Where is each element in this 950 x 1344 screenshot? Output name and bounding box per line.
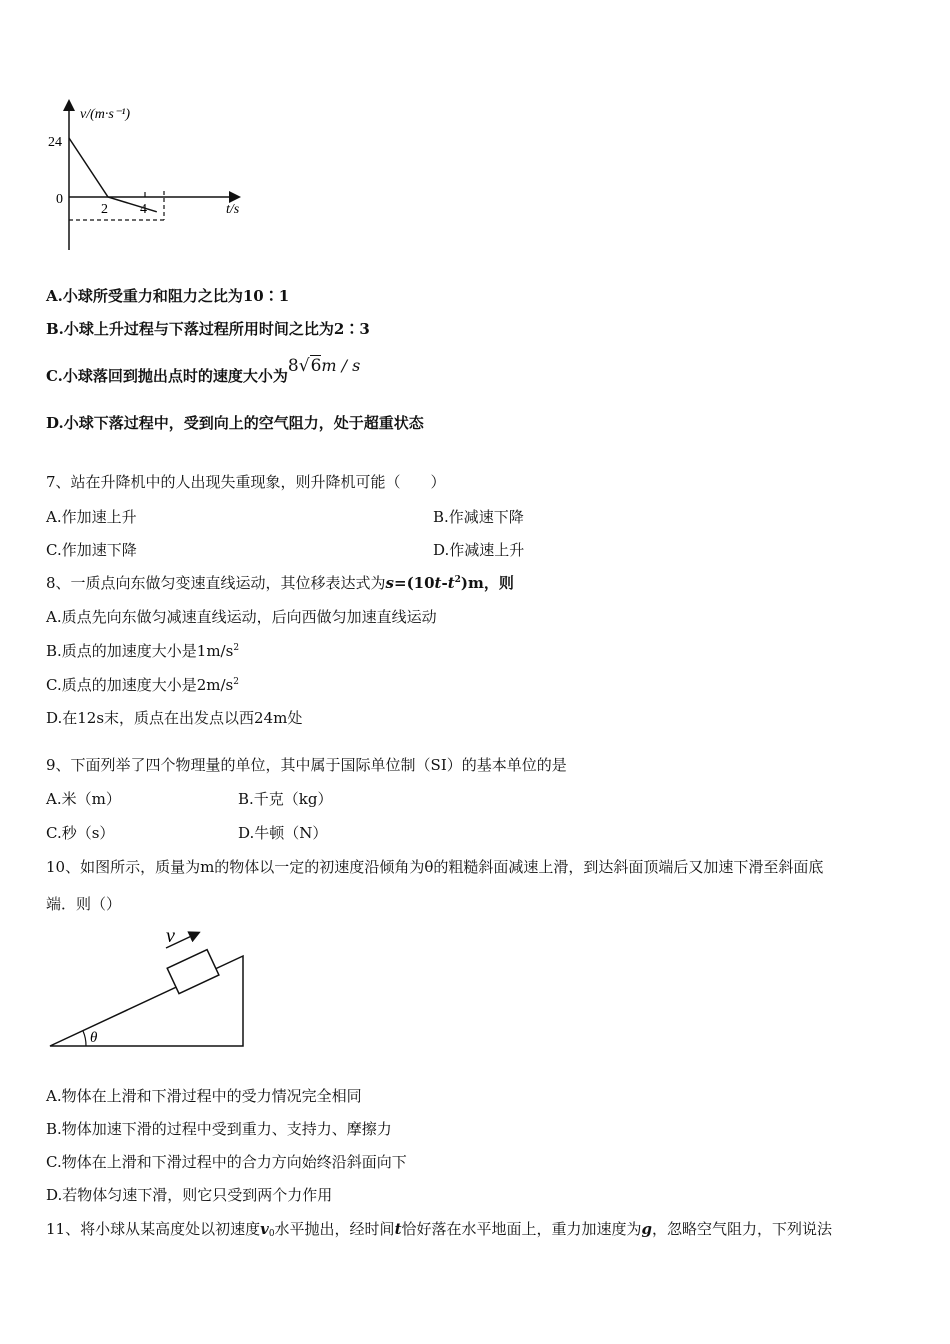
q7-option-b: B.作减速下降 [433,508,524,526]
q6-option-c [46,356,361,386]
q10-option-a: A.物体在上滑和下滑过程中的受力情况完全相同 [46,1087,362,1105]
velocity-label: v [166,925,175,947]
subscript: 0 [268,1229,275,1239]
q10-option-d: D.若物体匀速下滑，则它只受到两个力作用 [46,1186,333,1204]
q6-option-c-text: C.小球落回到抛出点时的速度大小为 [46,367,288,385]
var-g: g [641,1220,653,1238]
var-t-squared: t [447,574,455,592]
q8-option-c [46,675,239,695]
q6-option-b: B.小球上升过程与下落过程所用时间之比为2∶3 [46,320,370,338]
q10-option-c: C.物体在上滑和下滑过程中的合力方向始终沿斜面向下 [46,1153,407,1171]
q11-stem-tail: ，忽略空气阻力，下列说法 [652,1220,833,1238]
angle-arc [83,1031,86,1046]
var-t: t [434,574,442,592]
x-tick-2: 2 [101,202,108,217]
q11-stem [46,1219,832,1239]
exponent: 2 [233,643,240,653]
q8-option-b-text: B.质点的加速度大小是1m/s [46,642,234,660]
exponent: 2 [454,575,461,585]
eq-tail: )m，则 [460,574,514,592]
y-tick-0: 0 [56,192,63,207]
q8-option-d: D.在12s末，质点在出发点以西24m处 [46,709,303,727]
exponent: 2 [233,677,239,687]
q6-option-d: D.小球下落过程中，受到向上的空气阻力，处于超重状态 [46,414,424,432]
velocity-line [69,138,157,212]
var-t: t [394,1220,402,1238]
var-s: s [385,574,394,592]
q9-option-a: A.米（m） [46,790,121,808]
formula-unit: m / s [321,356,361,375]
q7-stem: 7、站在升降机中的人出现失重现象，则升降机可能（ ） [46,473,446,491]
q9-stem: 9、下面列举了四个物理量的单位，其中属于国际单位制（SI）的基本单位的是 [46,756,567,774]
minus-sign: - [441,574,448,592]
q10-stem-line2: 端．则（） [46,895,122,913]
q7-option-a: A.作加速上升 [46,508,137,526]
formula-coef: 8 [287,356,299,376]
eq-part: =(10 [394,574,435,592]
y-tick-24: 24 [48,135,62,150]
q8-option-b [46,641,239,661]
q8-option-a: A.质点先向东做匀减速直线运动，后向西做匀加速直线运动 [46,608,437,626]
q10-stem-line1: 10、如图所示，质量为m的物体以一定的初速度沿倾角为θ的粗糙斜面减速上滑，到达斜面顶端后又加速下滑至斜面底 [46,858,824,876]
q8-option-c-text: C.质点的加速度大小是2m/s [46,676,234,694]
q6-option-a: A.小球所受重力和阻力之比为10∶1 [46,287,290,305]
q9-option-c: C.秒（s） [46,824,115,842]
x-tick-4: 4 [140,202,147,217]
y-axis-label: v/(m·s⁻¹) [80,107,131,122]
q8-stem-text: 8、一质点向东做匀变速直线运动，其位移表达式为 [46,574,386,592]
q6-option-c-formula [288,357,360,375]
q7-option-d: D.作减速上升 [433,541,525,559]
q8-stem [46,573,514,593]
velocity-time-graph [40,96,260,256]
q9-option-d: D.牛顿（N） [238,824,328,842]
q7-option-c: C.作加速下降 [46,541,137,559]
angle-label: θ [90,1030,98,1046]
var-v: v [260,1220,269,1238]
q11-stem-mid2: 恰好落在水平地面上，重力加速度为 [401,1220,642,1238]
q11-stem-mid1: 水平抛出，经时间 [274,1220,395,1238]
formula-radicand: 6 [310,356,322,376]
sqrt-icon: √ [298,356,310,376]
q11-stem-text: 11、将小球从某高度处以初速度 [46,1220,261,1238]
q9-option-b: B.千克（kg） [238,790,333,808]
incline-diagram [44,920,254,1052]
q10-option-b: B.物体加速下滑的过程中受到重力、支持力、摩擦力 [46,1120,392,1138]
x-axis-label: t/s [226,202,240,217]
